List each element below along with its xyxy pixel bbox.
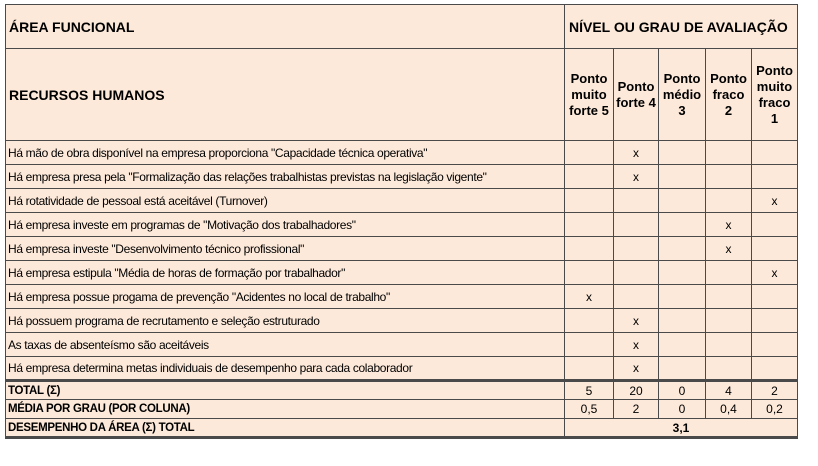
grade-mark-cell xyxy=(614,189,659,213)
grade-mark-cell xyxy=(752,237,798,261)
total-row-value: 2 xyxy=(752,381,798,400)
grade-mark-cell xyxy=(659,261,706,285)
total-row-value: 4 xyxy=(706,381,752,400)
evaluation-table xyxy=(5,4,798,439)
header-row-grades xyxy=(6,49,798,141)
criterion-text: Há possuem programa de recrutamento e seleção estruturado xyxy=(6,309,565,333)
grade-mark-cell xyxy=(565,333,614,357)
grade-mark-cell xyxy=(752,213,798,237)
criterion-text: Há empresa investe em programas de "Motivação dos trabalhadores" xyxy=(6,213,565,237)
grade-mark-cell: x xyxy=(706,213,752,237)
grade-mark-cell: x xyxy=(614,333,659,357)
criterion-row xyxy=(6,285,798,309)
grade-mark-cell xyxy=(659,309,706,333)
grade-mark-cell xyxy=(706,189,752,213)
grade-mark-cell xyxy=(614,237,659,261)
grade-mark-cell xyxy=(565,261,614,285)
grade-header-2 xyxy=(706,49,752,141)
criterion-row xyxy=(6,165,798,189)
grade-mark-cell: x xyxy=(752,261,798,285)
grade-mark-cell xyxy=(752,285,798,309)
mean-row-value: 0,2 xyxy=(752,400,798,419)
grade-mark-cell xyxy=(706,141,752,165)
grade-mark-cell xyxy=(752,357,798,381)
grade-mark-cell: x xyxy=(614,357,659,381)
grade-mark-cell xyxy=(659,285,706,309)
mean-row-label: MÉDIA POR GRAU (POR COLUNA) xyxy=(6,400,565,419)
criterion-row xyxy=(6,189,798,213)
criterion-text: Há empresa investe "Desenvolvimento técnico profissional" xyxy=(6,237,565,261)
criterion-text: Há empresa possue progama de prevenção "Acidentes no local de trabalho" xyxy=(6,285,565,309)
grade-mark-cell xyxy=(659,237,706,261)
grade-header-line: forte 4 xyxy=(616,94,656,110)
mean-row-value: 0,4 xyxy=(706,400,752,419)
grade-mark-cell xyxy=(752,333,798,357)
grade-header-3 xyxy=(659,49,706,141)
criterion-row xyxy=(6,309,798,333)
grade-mark-cell xyxy=(565,165,614,189)
grade-mark-cell xyxy=(706,285,752,309)
grade-mark-cell xyxy=(614,261,659,285)
total-row-value: 5 xyxy=(565,381,614,400)
grade-mark-cell xyxy=(565,357,614,381)
criterion-row xyxy=(6,141,798,165)
criterion-text: Há mão de obra disponível na empresa proporciona "Capacidade técnica operativa" xyxy=(6,141,565,165)
mean-row-value: 2 xyxy=(614,400,659,419)
total-row-value: 20 xyxy=(614,381,659,400)
grade-mark-cell: x xyxy=(752,189,798,213)
mean-row xyxy=(6,400,798,419)
grade-header-line: muito xyxy=(756,78,793,94)
mean-row-value: 0 xyxy=(659,400,706,419)
total-row xyxy=(6,381,798,400)
mean-row-value: 0,5 xyxy=(565,400,614,419)
grade-mark-cell xyxy=(659,141,706,165)
grade-mark-cell: x xyxy=(614,165,659,189)
grade-mark-cell xyxy=(659,165,706,189)
grade-mark-cell: x xyxy=(614,141,659,165)
criterion-text: Há empresa determina metas individuais de desempenho para cada colaborador xyxy=(6,357,565,381)
grade-mark-cell xyxy=(706,165,752,189)
grade-mark-cell xyxy=(659,357,706,381)
grade-header-line: fraco xyxy=(712,86,745,102)
grade-header-line: 2 xyxy=(724,102,733,118)
grade-mark-cell: x xyxy=(614,309,659,333)
performance-label: DESEMPENHO DA ÁREA (Σ) TOTAL xyxy=(6,419,565,438)
grade-header-line: médio xyxy=(662,86,702,102)
grade-mark-cell xyxy=(706,261,752,285)
grade-header-line: muito xyxy=(571,86,607,102)
grade-header-line: fraco xyxy=(758,94,791,110)
total-row-label: TOTAL (Σ) xyxy=(6,381,565,400)
grade-header-line: Ponto xyxy=(756,62,793,78)
grade-mark-cell xyxy=(565,141,614,165)
criterion-text: Há empresa estipula "Média de horas de formação por trabalhador" xyxy=(6,261,565,285)
area-label: ÁREA FUNCIONAL xyxy=(6,5,565,49)
criterion-text: As taxas de absenteísmo são aceitáveis xyxy=(6,333,565,357)
grade-header-line: Ponto xyxy=(617,78,655,94)
grade-header-line: Ponto xyxy=(710,70,747,86)
criterion-row xyxy=(6,333,798,357)
grade-mark-cell: x xyxy=(706,237,752,261)
criterion-row xyxy=(6,261,798,285)
grade-mark-cell xyxy=(565,189,614,213)
grade-mark-cell xyxy=(752,309,798,333)
criterion-row xyxy=(6,213,798,237)
header-row-area xyxy=(6,5,798,49)
grade-mark-cell xyxy=(659,333,706,357)
grade-mark-cell xyxy=(706,333,752,357)
grade-mark-cell xyxy=(565,213,614,237)
subarea-label: RECURSOS HUMANOS xyxy=(6,49,565,141)
criterion-row xyxy=(6,357,798,381)
grade-mark-cell xyxy=(659,189,706,213)
grade-mark-cell xyxy=(614,213,659,237)
grade-header-5 xyxy=(565,49,614,141)
criterion-text: Há empresa presa pela "Formalização das relações trabalhistas previstas na legislação vigente" xyxy=(6,165,565,189)
grade-header-line: forte 5 xyxy=(569,102,609,118)
criterion-row xyxy=(6,237,798,261)
grade-mark-cell xyxy=(565,309,614,333)
grade-header-line: Ponto xyxy=(570,70,608,86)
grade-mark-cell xyxy=(659,213,706,237)
level-label: NÍVEL OU GRAU DE AVALIAÇÃO xyxy=(565,5,798,49)
grade-mark-cell xyxy=(614,285,659,309)
criterion-text: Há rotatividade de pessoal está aceitável (Turnover) xyxy=(6,189,565,213)
total-row-value: 0 xyxy=(659,381,706,400)
grade-header-1 xyxy=(752,49,798,141)
grade-header-4 xyxy=(614,49,659,141)
grade-header-line: Ponto xyxy=(663,70,701,86)
performance-value: 3,1 xyxy=(565,419,798,438)
grade-mark-cell: x xyxy=(565,285,614,309)
performance-row xyxy=(6,419,798,438)
grade-mark-cell xyxy=(565,237,614,261)
grade-mark-cell xyxy=(706,357,752,381)
grade-mark-cell xyxy=(752,165,798,189)
grade-mark-cell xyxy=(752,141,798,165)
grade-mark-cell xyxy=(706,309,752,333)
grade-header-line: 3 xyxy=(678,102,686,118)
grade-header-line: 1 xyxy=(770,110,779,126)
